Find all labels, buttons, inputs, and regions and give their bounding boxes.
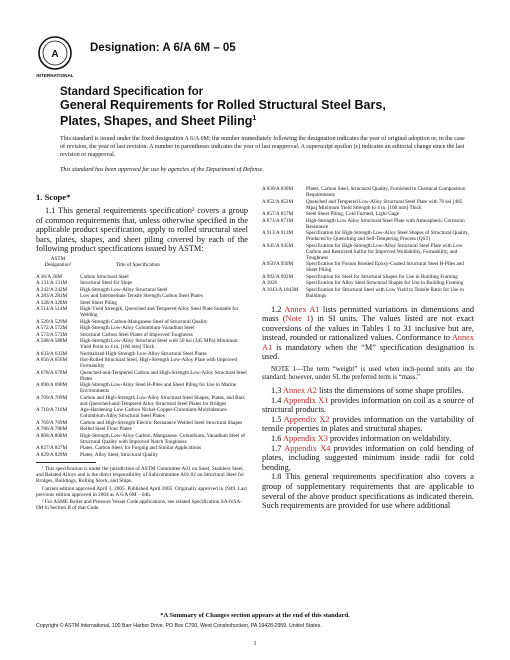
spec-title: High-Yield Strength, Quenched and Tempered Alloy Steel Plate Suitable for Welding	[80, 306, 239, 319]
spec-designation: A 857/A 857M	[262, 211, 294, 217]
spec-title: Age-Hardening Low-Carbon Nickel-Copper-Chromium-Molybdenum-Columbium Alloy Structural Steel Plates	[80, 407, 228, 420]
link-annex-a2[interactable]: Annex A2	[283, 386, 317, 396]
spec-list-right	[262, 186, 474, 299]
spec-row	[36, 452, 248, 458]
spec-title: Plates, Carbon Steel, Structural Quality, Furnished to Chemical Composition Requirements	[306, 186, 466, 198]
spec-title: Quenched and Tempered Low-Alloy Structural Steel Plate with 70 ksi [485 Mpa] Minimum Yield Strength to 4 in. [100 mm] Thick	[306, 198, 463, 211]
note-1: NOTE 1—The term “weight” is used when inch-pound units are the standard; however, under SI, the preferred term is “mass.”	[262, 366, 474, 382]
footnotes	[36, 466, 248, 511]
spec-title: Plates, Alloy Steel, Structural Quality	[80, 451, 159, 458]
spec-designation: A 529/A 529M	[36, 318, 68, 325]
title-footnote-mark: 1	[252, 115, 257, 122]
spec-title: Specification for Steel for Structural Shapes for Use in Building Framing	[306, 273, 458, 280]
link-note-1[interactable]: Note 1	[285, 314, 311, 324]
spec-row	[36, 274, 248, 280]
spec-row	[36, 433, 248, 445]
copyright-line: Copyright © ASTM International, 100 Barr Harbor Drive, PO Box C700, West Conshohocken, PA 19428-2959, United States.	[36, 623, 322, 629]
spec-designation: A 709/A 709M	[36, 394, 68, 401]
spec-designation: A 573/A 573M	[36, 331, 68, 338]
scope-paragraph-1-1: 1.1 This general requirements specification² covers a group of common requirements that, unless otherwise specified in the applicable product specification, apply to rolled structural steel bars, plates, shapes, and sheet piling covered by each of the following product specifications issued by ASTM:	[36, 206, 248, 254]
spec-designation: A 827/A 827M	[36, 445, 68, 452]
spec-title: Carbon and High-Strength Electric Resistance Welded Steel Structural Shapes	[80, 419, 243, 426]
paragraph-1-4: 1.4 Appendix X1 provides information on coil as a source of structural products.	[262, 395, 474, 415]
spec-row	[36, 357, 248, 369]
footnote: ¹ This specification is under the jurisdiction of ASTM Committee A01 on Steel, Stainless Steel, and Related Alloys and is the direct responsibility of Subcommittee A01.02 on Structural Steel for Bridges, Buildings, Rolling Stock, and Ships.	[36, 465, 245, 485]
spec-title: Rolled Steel Floor Plates	[80, 426, 132, 433]
spec-designation: A 829/A 829M	[36, 451, 68, 458]
footnote: Current edition approved April 1, 2005. Published April 2005. Originally approved in 1949. Last previous edition approved in 2004 as A 6/A 6M – 04b.	[36, 485, 247, 498]
title-line-1: Standard Specification for	[60, 86, 204, 98]
spec-list-left	[36, 274, 248, 458]
link-annex-a1[interactable]: Annex A1	[284, 304, 320, 314]
footnote-divider	[36, 462, 96, 463]
spec-row	[36, 325, 248, 331]
spec-row	[262, 280, 474, 286]
spec-row	[36, 370, 248, 382]
spec-title: High-Strength Carbon-Manganese Steel of Structural Quality	[80, 318, 208, 325]
spec-designation: A 945/A 945M	[262, 242, 294, 249]
spec-row	[36, 306, 248, 318]
paragraph-1-3: 1.3 Annex A2 lists the dimensions of some shape profiles.	[271, 386, 464, 396]
scope-heading: 1. Scope*	[36, 192, 71, 202]
page-number: 1	[253, 640, 257, 647]
issuance-note: This standard is issued under the fixed designation A 6/A 6M; the number immediately following the designation indicates the year of original adoption or, in the case of revision, the year of last revision. A number in parentheses indicates the year of last reapproval. A superscript epsilon (ε) indicates an editorial change since the last revision or reapproval.	[60, 136, 465, 158]
spec-table-header	[36, 256, 248, 274]
spec-title: High-Strength Low-Alloy Structural Steel	[80, 286, 168, 293]
spec-title: Specification for Fusion Bonded Epoxy-Coated Structural Steel H-Piles and Sheet Piling	[306, 261, 464, 273]
spec-row	[262, 218, 474, 230]
spec-row	[262, 230, 474, 242]
spec-row	[36, 319, 248, 325]
col-header-title: Title of Specification	[116, 261, 160, 268]
spec-title: Specification for High-Strength Low-Alloy Structural Steel Plate with Low Carbon and Restricted Sulfur for Improved Weldability, Formability, and Toughness	[306, 242, 463, 261]
spec-designation: A 1026	[262, 280, 278, 286]
col-header-designation: ASTM Designation³	[44, 255, 72, 268]
spec-designation: A 514/A 514M	[36, 306, 68, 313]
spec-designation: A 242/A 242M	[36, 286, 68, 293]
spec-designation: A 992/A 992M	[262, 273, 294, 280]
paragraph-1-8: 1.8 This general requirements specification also covers a group of supplementary requirements that are applicable to several of the above product specifications as indicated therein. Such requirements are provided for use where additional	[262, 472, 474, 511]
spec-row	[36, 407, 248, 419]
spec-row	[262, 287, 474, 299]
link-appendix-x4[interactable]: Appendix X4	[284, 443, 331, 453]
spec-title: High-Strength Low-Alloy Carbon, Manganese, Columbium, Vanadium Steel of Structural Quality with Improved Notch Toughness	[80, 432, 246, 445]
spec-title: Normalized High-Strength Low-Alloy Structural Steel Plates	[80, 350, 207, 357]
right-column	[262, 186, 474, 511]
spec-designation: A 656/A 656M	[36, 357, 68, 364]
spec-row	[36, 351, 248, 357]
spec-title: Low and Intermediate Tensile Strength Carbon Steel Plates	[80, 293, 203, 300]
spec-title: Specification for Alloy Steel Structural Shapes for Use in Building Framing	[306, 280, 464, 286]
spec-designation: A 328/A 328M	[36, 299, 68, 306]
link-appendix-x1[interactable]: Appendix X1	[283, 395, 329, 405]
dod-approval-note: This standard has been approved for use by agencies of the Department of Defense.	[60, 167, 264, 173]
spec-row	[36, 382, 248, 394]
spec-title: Quenched-and-Tempered Carbon and High-Strength Low-Alloy Structural Steel Plates	[80, 369, 247, 382]
spec-title: High-Strength Low-Alloy Steel H-Piles and Sheet Piling for Use in Marine Environments	[80, 382, 237, 395]
spec-title: Specification for Structural Steel with Low Yield to Tensile Ratio for Use in Buildings	[306, 286, 464, 299]
spec-title: Plates, Carbon Steel, for Forging and Similar Applications	[80, 445, 202, 452]
spec-designation: A 830/A 830M	[262, 186, 294, 192]
spec-designation: A 690/A 690M	[36, 382, 68, 389]
logo-caption: INTERNATIONAL	[36, 73, 74, 78]
spec-designation: A 871/A 871M	[262, 217, 294, 224]
left-column	[36, 192, 248, 512]
spec-designation: A 808/A 808M	[36, 432, 68, 439]
spec-title: Carbon Structural Steel	[80, 273, 129, 280]
spec-row	[36, 338, 248, 350]
astm-logo-icon	[36, 34, 74, 80]
spec-title: Carbon and High-Strength Low-Alloy Structural Steel Shapes, Plates, and Bars and Quenched-and-Tempered Alloy Structural Steel Plates for Bridges	[80, 394, 245, 407]
spec-designation: A 588/A 588M	[36, 338, 68, 345]
spec-row	[36, 395, 248, 407]
spec-row	[262, 274, 474, 280]
title-line-2: General Requirements for Rolled Structural Steel Bars,	[60, 98, 386, 112]
spec-title: Steel Sheet Piling	[80, 299, 117, 306]
spec-designation: A 283/A 283M	[36, 293, 68, 300]
spec-designation: A 36/A 36M	[36, 273, 62, 280]
spec-designation: A 852/A 852M	[262, 198, 294, 205]
spec-title: Structural Carbon Steel Plates of Improved Toughness	[80, 331, 193, 338]
summary-of-changes-note: *A Summary of Changes section appears at the end of this standard.	[160, 612, 350, 619]
spec-designation: A 1043/A 1043M	[262, 286, 299, 293]
spec-designation: A 633/A 633M	[36, 350, 68, 357]
link-appendix-x2[interactable]: Appendix X2	[283, 414, 330, 424]
spec-title: High-Strength Low-Alloy Structural Steel with 50 ksi (345 MPa) Minimum Yield Point to 4 in. [100 mm] Thick	[80, 338, 238, 351]
spec-row	[36, 445, 248, 451]
spec-designation: A 913/A 913M	[262, 230, 294, 236]
spec-designation: A 678/A 678M	[36, 369, 68, 376]
spec-row	[262, 199, 474, 211]
spec-row	[36, 293, 248, 299]
link-appendix-x3[interactable]: Appendix X3	[283, 434, 328, 444]
link-annex-a1-second[interactable]: Annex A1	[262, 333, 474, 352]
spec-title: Structural Steel for Ships	[80, 280, 133, 287]
title-line-3: Plates, Shapes, and Sheet Piling	[60, 114, 253, 129]
spec-designation: A 950/A 950M	[262, 261, 294, 267]
paragraph-1-6: 1.6 Appendix X3 provides information on weldability.	[271, 434, 452, 444]
spec-designation: A 710/A 710M	[36, 407, 68, 414]
spec-row	[262, 243, 474, 261]
svg-text:A: A	[51, 49, 59, 60]
document-title	[60, 86, 480, 128]
spec-title: High-Strength Low Alloy Structural Steel Plate with Atmospheric Corrosion Resistance	[306, 217, 465, 230]
paragraph-1-2: 1.2 Annex A1 lists permitted variations in dimensions and mass (Note 1) in SI units. The values listed are not exact conversions of the values in Tables 1 to 31 inclusive but are, instead, rounded or rationalized values. Conformance to Annex A1 is mandatory when the “M” specification designation is used.	[262, 304, 474, 362]
designation: Designation: A 6/A 6M – 05	[90, 42, 236, 54]
spec-designation: A 131/A 131M	[36, 280, 68, 287]
spec-designation: A 769/A 769M	[36, 419, 68, 426]
spec-row	[36, 426, 248, 432]
paragraph-1-7: 1.7 Appendix X4 provides information on cold bending of plates, including suggested minimum inside radii for cold bending.	[262, 443, 475, 472]
spec-designation: A 572/A 572M	[36, 325, 68, 332]
spec-row	[36, 420, 248, 426]
spec-title: Steel Sheet Piling, Cold Formed, Light Gage	[306, 211, 400, 217]
paragraph-1-5: 1.5 Appendix X2 provides information on the variability of tensile properties in plates and structural shapes.	[262, 414, 474, 434]
spec-designation: A 786/A 786M	[36, 426, 68, 433]
spec-row	[36, 280, 248, 286]
spec-row	[262, 186, 474, 198]
spec-row	[262, 211, 474, 217]
spec-row	[262, 261, 474, 273]
spec-row	[36, 287, 248, 293]
footnote: ² For ASME Boiler and Pressure Vessel Code applications, see related Specification SA-6/SA-6M in Section II of that Code.	[36, 498, 242, 512]
spec-title: High-Strength Low-Alloy Columbium-Vanadium Steel	[80, 325, 195, 332]
spec-title: Hot-Rolled Structural Steel, High-Strength Low-Alloy Plate with Improved Formability	[80, 357, 238, 370]
spec-title: Specification for High-Strength Low-Alloy Steel Shapes of Structural Quality, Produced by Quenching and Self-Tempering Process (QST)	[306, 230, 469, 242]
